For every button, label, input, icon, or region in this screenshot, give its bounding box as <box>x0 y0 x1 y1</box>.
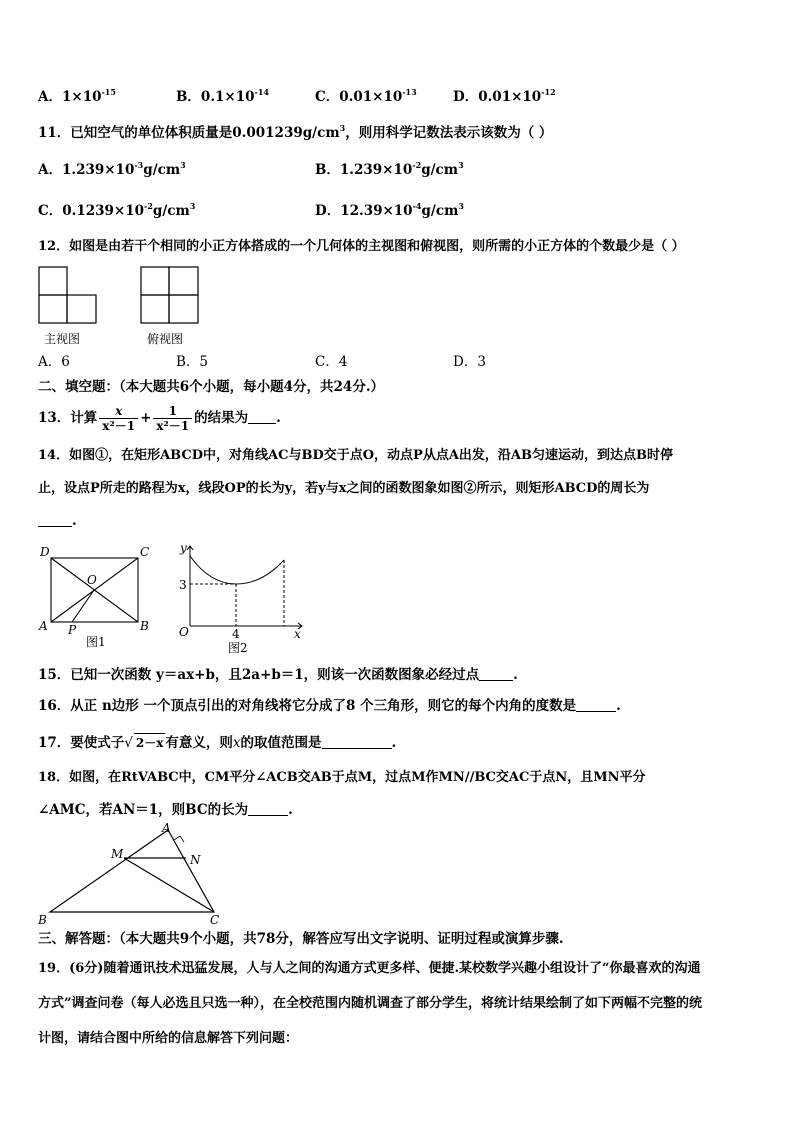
q11-option-b: B．$1.239\times 10^{-2}g/cm^3$ <box>315 160 464 178</box>
figure-2-graph <box>170 538 310 656</box>
label-c: C <box>210 913 220 927</box>
answer-blank[interactable] <box>248 803 288 816</box>
front-view-square <box>39 295 67 323</box>
q12-option-a: A．6 <box>38 354 70 370</box>
figure-1-rectangle <box>36 542 152 650</box>
q10-option-d: D．$0.01\times 10^{-12}$ <box>453 87 556 105</box>
q17-question: 17．要使式子√ 2－x 有意义，则x的取值范围是 . <box>38 735 397 751</box>
figure-2-caption: 图2 <box>228 641 248 655</box>
q11-question: 11．已知空气的单位体积质量是$0.001239g/cm^3$，则用科学记数法表示该数为（ ） <box>38 123 553 141</box>
label-d: D <box>40 545 50 559</box>
label-c: C <box>140 545 150 559</box>
section-3-heading: 三、解答题：（本大题共9个小题，共78分，解答应写出文字说明、证明过程或演算步骤. <box>38 931 564 947</box>
triangle-abc <box>50 830 214 912</box>
q11-option-d: D．$12.39\times 10^{-4}g/cm^3$ <box>315 201 464 219</box>
section-2-heading: 二、填空题：（本大题共6个小题，每小题4分，共24分.） <box>38 379 385 395</box>
q19-line-3: 计图，请结合图中所给的信息解答下列问题： <box>38 1031 299 1046</box>
q13-question: 13．计算 $\frac{x}{\text{x²－1}}$ + $\frac{1}{\text{x²－1}}$ 的结果为 . <box>38 403 281 433</box>
function-curve <box>190 556 284 584</box>
top-view-figure <box>140 266 202 326</box>
q18-line-1: 18．如图，在RtVABC中，CM平分∠ACB交AB于点M，过点M作MN//BC交AC于点N，且MN平分 <box>38 770 646 785</box>
front-view-square <box>67 295 96 323</box>
answer-blank[interactable] <box>322 736 392 749</box>
tick-label-3: 3 <box>179 578 187 592</box>
q10-option-c: C．$0.01\times 10^{-13}$ <box>315 87 417 105</box>
q18-triangle-figure <box>34 820 230 930</box>
figure-1-caption: 图1 <box>86 635 106 649</box>
q18-line-2: ∠AMC，若AN＝1，则BC的长为 . <box>38 802 293 818</box>
q19-line-1: 19．(6分)随着通讯技术迅猛发展，人与人之间的沟通方式更多样、便捷.某校数学兴趣小组设计了“你最喜欢的沟通 <box>38 961 701 976</box>
label-b: B <box>38 913 47 927</box>
front-view-label: 主视图 <box>44 332 81 346</box>
top-view-label: 俯视图 <box>147 332 184 346</box>
label-x: x <box>294 627 301 641</box>
q11-option-c: C．$0.1239\times 10^{-2}g/cm^3$ <box>38 201 196 219</box>
top-view-square <box>169 295 198 323</box>
front-view-figure <box>38 266 100 326</box>
q15-question: 15．已知一次函数 y＝ax+b，且2a+b＝1，则该一次函数图象必经过点 . <box>38 667 518 683</box>
label-a: A <box>162 821 171 835</box>
segment-mc <box>124 858 214 912</box>
label-a: A <box>39 619 48 633</box>
label-p: P <box>68 623 77 637</box>
q12-question: 12．如图是由若干个相同的小正方体搭成的一个几何体的主视图和俯视图，则所需的小正方体的个数最少是（ ） <box>38 239 685 254</box>
segment-op <box>72 590 94 622</box>
q12-option-b: B．5 <box>176 354 209 370</box>
front-view-square <box>39 267 67 295</box>
tick-label-4: 4 <box>232 627 240 641</box>
label-y: y <box>180 541 187 555</box>
fraction-1: $\frac{x}{\text{x²－1}}$ <box>99 404 138 434</box>
label-m: M <box>111 847 124 861</box>
answer-blank[interactable] <box>38 514 72 527</box>
q11-option-a: A．$1.239\times 10^{-3}g/cm^3$ <box>38 160 186 178</box>
label-n: N <box>190 853 201 867</box>
q14-line-3: . <box>38 512 77 530</box>
answer-blank[interactable] <box>479 668 513 681</box>
q12-option-c: C．4 <box>315 354 348 370</box>
top-view-square <box>141 295 169 323</box>
q10-option-a: A．$1\times 10^{-15}$ <box>38 87 116 105</box>
answer-blank[interactable] <box>248 411 276 424</box>
fraction-2: $\frac{1}{\text{x²－1}}$ <box>153 404 192 434</box>
label-b: B <box>140 619 149 633</box>
q14-line-1: 14．如图①，在矩形ABCD中，对角线AC与BD交于点O，动点P从点A出发，沿AB匀速运动，到达点B时停 <box>38 448 673 463</box>
right-angle-mark <box>174 836 184 842</box>
q19-line-2: 方式”调查问卷（每人必选且只选一种），在全校范围内随机调查了部分学生，将统计结果绘制了如下两幅不完整的统 <box>38 996 702 1011</box>
q10-option-b: B．$0.1\times 10^{-14}$ <box>176 87 269 105</box>
top-view-square <box>141 267 169 295</box>
q16-question: 16．从正 n边形 一个顶点引出的对角线将它分成了8 个三角形，则它的每个内角的度数是 . <box>38 698 621 714</box>
label-origin: O <box>179 625 189 639</box>
label-o: O <box>87 573 97 587</box>
top-view-square <box>169 267 198 295</box>
q12-option-d: D．3 <box>453 354 486 370</box>
q14-line-2: 止，设点P所走的路程为x，线段OP的长为y，若y与x之间的函数图象如图②所示，则矩形ABCD的周长为 <box>38 481 650 496</box>
radical: 2－x <box>134 733 166 752</box>
answer-blank[interactable] <box>576 699 616 712</box>
